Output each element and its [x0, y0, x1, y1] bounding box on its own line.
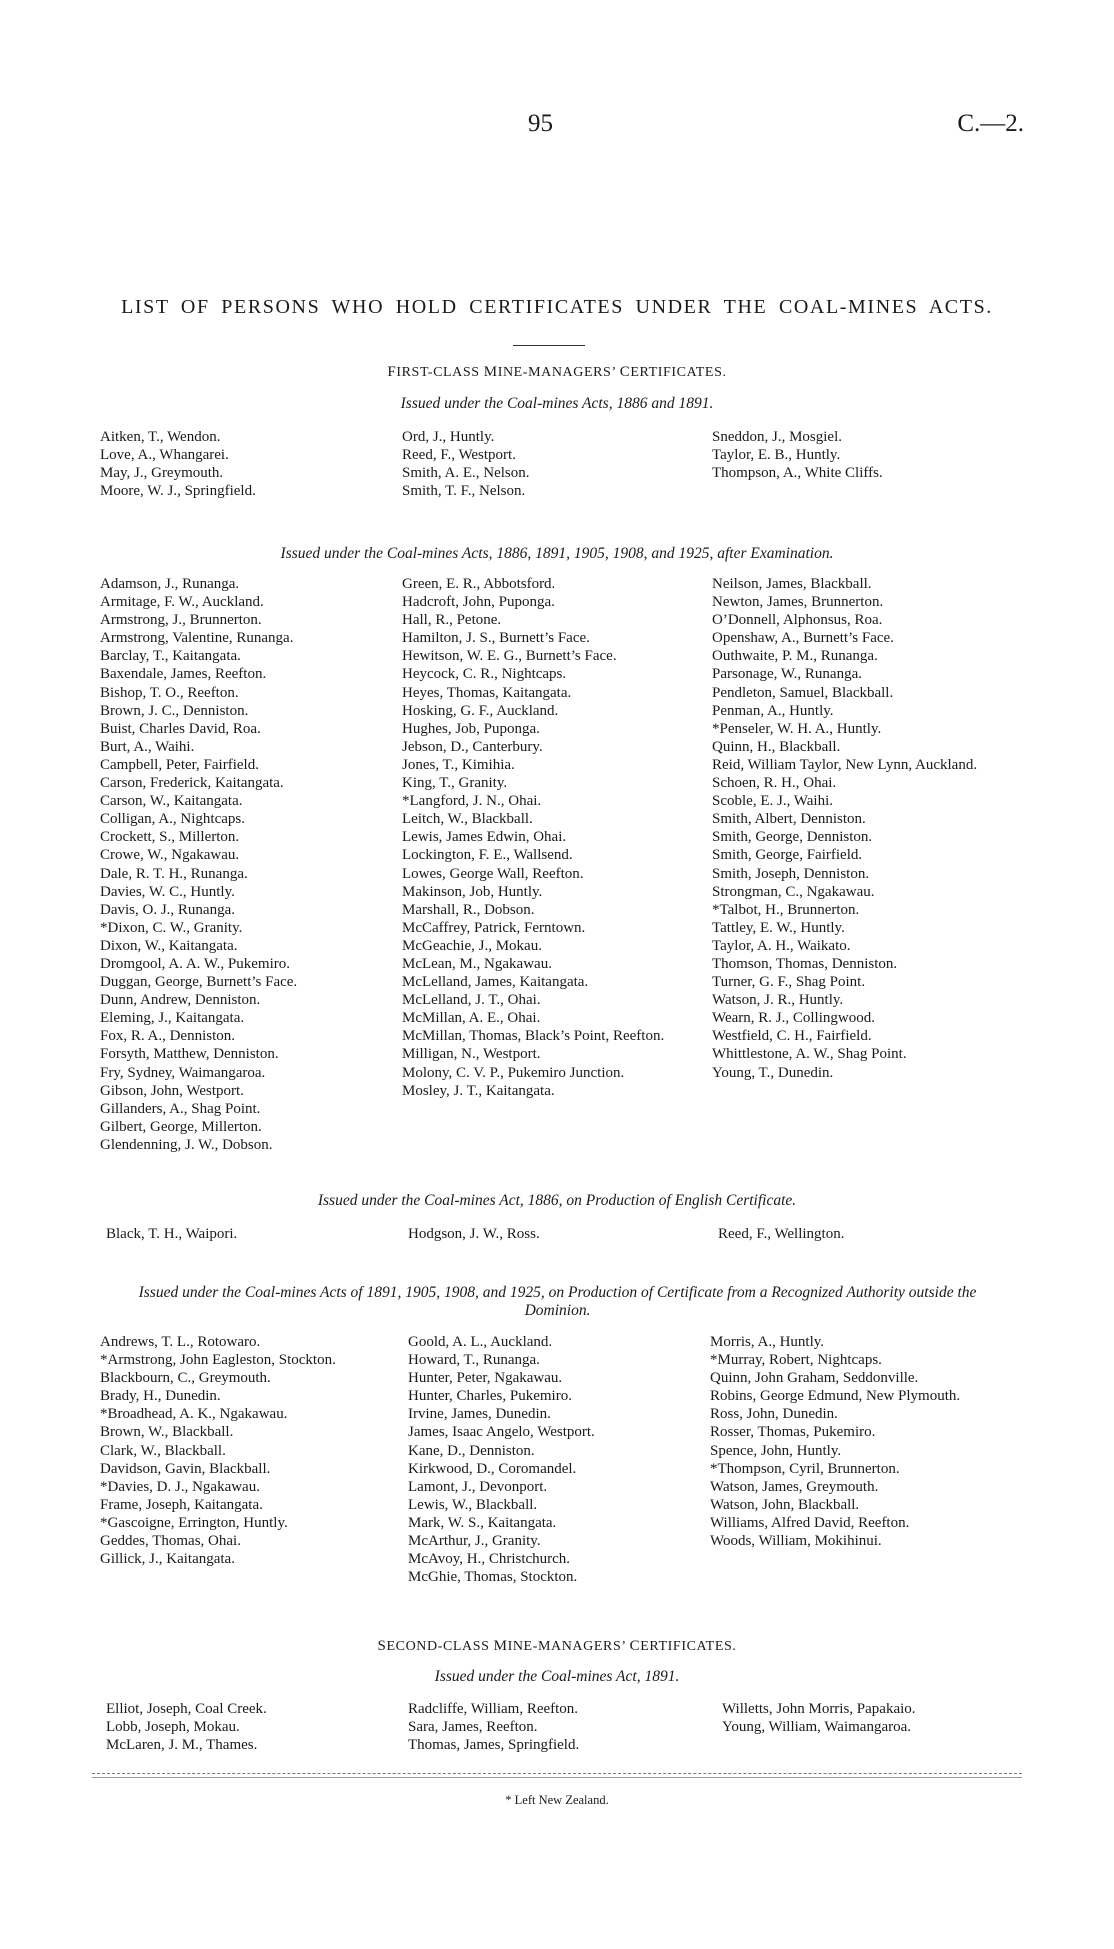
- name-entry: Dale, R. T. H., Runanga.: [100, 865, 248, 882]
- name-entry: *Dixon, C. W., Granity.: [100, 919, 243, 936]
- name-entry: Rosser, Thomas, Pukemiro.: [710, 1424, 876, 1441]
- name-entry: Taylor, E. B., Huntly.: [712, 447, 841, 464]
- name-entry: McLaren, J. M., Thames.: [106, 1737, 258, 1754]
- name-entry: Davidson, Gavin, Blackball.: [100, 1460, 271, 1477]
- name-entry: Davis, O. J., Runanga.: [100, 901, 235, 918]
- name-entry: Lewis, W., Blackball.: [408, 1496, 538, 1513]
- name-entry: Black, T. H., Waipori.: [106, 1226, 238, 1242]
- name-entry: Dixon, W., Kaitangata.: [100, 937, 238, 954]
- section-issued-note: Issued under the Coal-mines Acts of 1891, 1905, 1908, and 1925, on Production of Certificate from a Recognized Authority outside the Dominion.: [138, 1284, 977, 1319]
- name-entry: *Gascoigne, Errington, Huntly.: [100, 1514, 288, 1531]
- name-entry: Smith, T. F., Nelson.: [402, 483, 526, 500]
- name-entry: Ord, J., Huntly.: [402, 429, 495, 445]
- name-entry: Armitage, F. W., Auckland.: [100, 594, 264, 611]
- name-entry: Reed, F., Wellington.: [718, 1226, 845, 1242]
- name-entry: McGeachie, J., Mokau.: [402, 937, 542, 954]
- name-entry: Ross, John, Dunedin.: [710, 1406, 838, 1423]
- name-entry: Reed, F., Westport.: [402, 447, 516, 464]
- name-entry: King, T., Granity.: [402, 775, 508, 792]
- heading-cap: F: [387, 364, 397, 380]
- name-entry: Smith, George, Fairfield.: [712, 847, 863, 864]
- name-entry: Lowes, George Wall, Reefton.: [402, 865, 584, 882]
- name-entry: Hunter, Peter, Ngakawau.: [408, 1370, 563, 1387]
- name-entry: James, Isaac Angelo, Westport.: [408, 1424, 595, 1441]
- name-column: [408, 1225, 698, 1243]
- name-entry: O’Donnell, Alphonsus, Roa.: [712, 612, 883, 629]
- name-entry: Brown, J. C., Denniston.: [100, 702, 249, 719]
- name-entry: May, J., Greymouth.: [100, 465, 224, 482]
- name-entry: Taylor, A. H., Waikato.: [712, 937, 851, 954]
- name-entry: Woods, William, Mokihinui.: [710, 1533, 882, 1550]
- name-column: [106, 1700, 396, 1754]
- name-entry: Carson, Frederick, Kaitangata.: [100, 775, 284, 792]
- second-class-heading: [0, 1638, 1114, 1655]
- name-entry: Pendleton, Samuel, Blackball.: [712, 684, 894, 701]
- name-entry: Watson, J. R., Huntly.: [712, 992, 844, 1009]
- footer-divider: [92, 1773, 1022, 1774]
- name-entry: Sneddon, J., Mosgiel.: [712, 429, 843, 445]
- name-entry: Parsonage, W., Runanga.: [712, 666, 862, 683]
- name-entry: Eleming, J., Kaitangata.: [100, 1010, 245, 1027]
- name-entry: Smith, George, Denniston.: [712, 829, 873, 846]
- name-entry: McCaffrey, Patrick, Ferntown.: [402, 919, 586, 936]
- name-entry: *Talbot, H., Brunnerton.: [712, 901, 860, 918]
- name-entry: Adamson, J., Runanga.: [100, 576, 240, 592]
- name-column: [722, 1700, 1012, 1736]
- name-entry: Heycock, C. R., Nightcaps.: [402, 666, 567, 683]
- name-entry: McGhie, Thomas, Stockton.: [408, 1569, 578, 1586]
- name-entry: Fox, R. A., Denniston.: [100, 1028, 236, 1045]
- first-class-heading: [0, 364, 1114, 381]
- name-entry: Morris, A., Huntly.: [710, 1334, 825, 1350]
- name-entry: McMillan, Thomas, Black’s Point, Reefton.: [402, 1028, 665, 1045]
- name-entry: Young, William, Waimangaroa.: [722, 1719, 912, 1736]
- name-entry: Scoble, E. J., Waihi.: [712, 793, 834, 810]
- name-entry: Kirkwood, D., Coromandel.: [408, 1460, 577, 1477]
- name-entry: Lamont, J., Devonport.: [408, 1478, 548, 1495]
- section-issued-note: Issued under the Coal-mines Acts, 1886 and 1891.: [400, 395, 714, 412]
- heading-cap: M: [493, 1638, 508, 1654]
- name-entry: Geddes, Thomas, Ohai.: [100, 1533, 241, 1550]
- name-column: [402, 428, 692, 500]
- name-entry: Brown, W., Blackball.: [100, 1424, 234, 1441]
- name-entry: Heyes, Thomas, Kaitangata.: [402, 684, 572, 701]
- heading-text: INE-MANAGERS’: [497, 365, 620, 380]
- name-column: [100, 575, 390, 1154]
- name-entry: *Broadhead, A. K., Ngakawau.: [100, 1406, 288, 1423]
- name-entry: Duggan, George, Burnett’s Face.: [100, 974, 298, 991]
- section-issued-note: Issued under the Coal-mines Act, 1886, on Production of English Certificate.: [317, 1192, 797, 1209]
- name-entry: McAvoy, H., Christchurch.: [408, 1551, 571, 1568]
- name-entry: Milligan, N., Westport.: [402, 1046, 541, 1063]
- name-entry: Willetts, John Morris, Papakaio.: [722, 1701, 916, 1717]
- section-issued-note: Issued under the Coal-mines Act, 1891.: [434, 1668, 680, 1685]
- name-entry: Davies, W. C., Huntly.: [100, 883, 235, 900]
- name-entry: *Murray, Robert, Nightcaps.: [710, 1352, 882, 1369]
- name-entry: Turner, G. F., Shag Point.: [712, 974, 866, 991]
- name-entry: Makinson, Job, Huntly.: [402, 883, 543, 900]
- name-entry: Campbell, Peter, Fairfield.: [100, 756, 259, 773]
- heading-cap: C: [629, 1638, 641, 1654]
- name-entry: McLean, M., Ngakawau.: [402, 955, 552, 972]
- name-entry: Sara, James, Reefton.: [408, 1719, 538, 1736]
- name-column: [408, 1333, 698, 1586]
- name-entry: Gilbert, George, Millerton.: [100, 1118, 262, 1135]
- name-entry: Gillanders, A., Shag Point.: [100, 1100, 261, 1117]
- name-entry: Neilson, James, Blackball.: [712, 576, 872, 592]
- name-entry: Thomson, Thomas, Denniston.: [712, 955, 898, 972]
- name-entry: Barclay, T., Kaitangata.: [100, 648, 241, 665]
- name-entry: Frame, Joseph, Kaitangata.: [100, 1496, 263, 1513]
- name-entry: Crockett, S., Millerton.: [100, 829, 240, 846]
- name-entry: Whittlestone, A. W., Shag Point.: [712, 1046, 907, 1063]
- name-entry: Gibson, John, Westport.: [100, 1082, 244, 1099]
- page-number: 95: [528, 110, 553, 137]
- heading-cap: M: [483, 364, 498, 380]
- name-entry: Kane, D., Denniston.: [408, 1442, 535, 1459]
- heading-text: ECOND-CLASS: [386, 1639, 494, 1654]
- name-entry: Thomas, James, Springfield.: [408, 1737, 580, 1754]
- name-entry: Watson, James, Greymouth.: [710, 1478, 879, 1495]
- name-entry: Lobb, Joseph, Mokau.: [106, 1719, 240, 1736]
- name-entry: Smith, Joseph, Denniston.: [712, 865, 870, 882]
- name-entry: Lockington, F. E., Wallsend.: [402, 847, 573, 864]
- name-entry: Openshaw, A., Burnett’s Face.: [712, 630, 894, 647]
- name-entry: Love, A., Whangarei.: [100, 447, 229, 464]
- name-entry: Hewitson, W. E. G., Burnett’s Face.: [402, 648, 617, 665]
- name-entry: Robins, George Edmund, New Plymouth.: [710, 1388, 961, 1405]
- name-entry: Radcliffe, William, Reefton.: [408, 1701, 579, 1717]
- name-entry: Dunn, Andrew, Denniston.: [100, 992, 261, 1009]
- name-entry: *Penseler, W. H. A., Huntly.: [712, 720, 882, 737]
- footer-divider: [92, 1777, 1022, 1778]
- heading-text: IRST-CLASS: [396, 365, 484, 380]
- name-entry: Elliot, Joseph, Coal Creek.: [106, 1701, 267, 1717]
- name-entry: Gillick, J., Kaitangata.: [100, 1551, 235, 1568]
- name-entry: Molony, C. V. P., Pukemiro Junction.: [402, 1064, 625, 1081]
- heading-text: ERTIFICATES.: [630, 365, 727, 380]
- section-issued-note: Issued under the Coal-mines Acts, 1886, 1891, 1905, 1908, and 1925, after Examination.: [280, 545, 834, 562]
- name-column: [402, 575, 682, 1100]
- name-column: [100, 1333, 380, 1568]
- name-entry: Green, E. R., Abbotsford.: [402, 576, 556, 592]
- name-entry: Fry, Sydney, Waimangaroa.: [100, 1064, 266, 1081]
- name-entry: Mosley, J. T., Kaitangata.: [402, 1082, 555, 1099]
- name-entry: Smith, Albert, Denniston.: [712, 811, 866, 828]
- name-entry: *Thompson, Cyril, Brunnerton.: [710, 1460, 900, 1477]
- name-entry: Quinn, H., Blackball.: [712, 738, 841, 755]
- name-entry: Watson, John, Blackball.: [710, 1496, 860, 1513]
- name-entry: Smith, A. E., Nelson.: [402, 465, 530, 482]
- heading-cap: C: [619, 364, 631, 380]
- name-column: [712, 428, 1002, 482]
- name-entry: *Langford, J. N., Ohai.: [402, 793, 542, 810]
- name-entry: Leitch, W., Blackball.: [402, 811, 533, 828]
- name-entry: Burt, A., Waihi.: [100, 738, 195, 755]
- name-entry: Moore, W. J., Springfield.: [100, 483, 256, 500]
- name-entry: Williams, Alfred David, Reefton.: [710, 1514, 910, 1531]
- name-entry: Clark, W., Blackball.: [100, 1442, 226, 1459]
- name-entry: Marshall, R., Dobson.: [402, 901, 535, 918]
- name-entry: Hunter, Charles, Pukemiro.: [408, 1388, 572, 1405]
- name-entry: Newton, James, Brunnerton.: [712, 594, 884, 611]
- page-title: LIST OF PERSONS WHO HOLD CERTIFICATES UNDER THE COAL-MINES ACTS.: [121, 296, 993, 318]
- name-entry: Aitken, T., Wendon.: [100, 429, 221, 445]
- name-entry: Thompson, A., White Cliffs.: [712, 465, 883, 482]
- name-column: [712, 575, 1034, 1082]
- name-entry: Hosking, G. F., Auckland.: [402, 702, 559, 719]
- name-entry: Schoen, R. H., Ohai.: [712, 775, 837, 792]
- name-entry: Outhwaite, P. M., Runanga.: [712, 648, 878, 665]
- name-entry: Goold, A. L., Auckland.: [408, 1334, 553, 1350]
- name-entry: Wearn, R. J., Collingwood.: [712, 1010, 875, 1027]
- footnote: * Left New Zealand.: [505, 1793, 609, 1807]
- name-entry: McLelland, James, Kaitangata.: [402, 974, 589, 991]
- name-entry: Dromgool, A. A. W., Pukemiro.: [100, 955, 291, 972]
- name-entry: *Armstrong, John Eagleston, Stockton.: [100, 1352, 336, 1369]
- name-entry: Quinn, John Graham, Seddonville.: [710, 1370, 919, 1387]
- name-entry: Hughes, Job, Puponga.: [402, 720, 540, 737]
- name-entry: Armstrong, Valentine, Runanga.: [100, 630, 294, 647]
- name-entry: Colligan, A., Nightcaps.: [100, 811, 245, 828]
- heading-text: INE-MANAGERS’: [507, 1639, 630, 1654]
- name-entry: Tattley, E. W., Huntly.: [712, 919, 845, 936]
- name-entry: Buist, Charles David, Roa.: [100, 720, 261, 737]
- name-entry: Hodgson, J. W., Ross.: [408, 1226, 540, 1242]
- name-column: [100, 428, 390, 500]
- name-entry: Hall, R., Petone.: [402, 612, 502, 629]
- name-entry: Westfield, C. H., Fairfield.: [712, 1028, 872, 1045]
- name-entry: Reid, William Taylor, New Lynn, Auckland.: [712, 756, 978, 773]
- name-column: [718, 1225, 1008, 1243]
- name-entry: Brady, H., Dunedin.: [100, 1388, 221, 1405]
- heading-text: ERTIFICATES.: [640, 1639, 737, 1654]
- name-entry: Blackbourn, C., Greymouth.: [100, 1370, 271, 1387]
- name-entry: Forsyth, Matthew, Denniston.: [100, 1046, 279, 1063]
- name-entry: Strongman, C., Ngakawau.: [712, 883, 875, 900]
- name-entry: Penman, A., Huntly.: [712, 702, 834, 719]
- name-entry: Young, T., Dunedin.: [712, 1064, 834, 1081]
- name-entry: McLelland, J. T., Ohai.: [402, 992, 541, 1009]
- name-entry: Crowe, W., Ngakawau.: [100, 847, 240, 864]
- name-entry: *Davies, D. J., Ngakawau.: [100, 1478, 260, 1495]
- name-entry: McMillan, A. E., Ohai.: [402, 1010, 541, 1027]
- name-entry: McArthur, J., Granity.: [408, 1533, 541, 1550]
- name-entry: Mark, W. S., Kaitangata.: [408, 1514, 557, 1531]
- name-entry: Spence, John, Huntly.: [710, 1442, 842, 1459]
- name-entry: Baxendale, James, Reefton.: [100, 666, 267, 683]
- name-column: [408, 1700, 698, 1754]
- name-entry: Hadcroft, John, Puponga.: [402, 594, 555, 611]
- name-column: [106, 1225, 396, 1243]
- name-entry: Armstrong, J., Brunnerton.: [100, 612, 262, 629]
- name-entry: Jones, T., Kimihia.: [402, 756, 515, 773]
- heading-cap: S: [377, 1638, 387, 1654]
- name-entry: Hamilton, J. S., Burnett’s Face.: [402, 630, 590, 647]
- name-entry: Lewis, James Edwin, Ohai.: [402, 829, 567, 846]
- name-entry: Howard, T., Runanga.: [408, 1352, 540, 1369]
- name-entry: Andrews, T. L., Rotowaro.: [100, 1334, 261, 1350]
- document-code: C.—2.: [957, 110, 1024, 137]
- name-entry: Jebson, D., Canterbury.: [402, 738, 543, 755]
- name-column: [710, 1333, 1023, 1550]
- name-entry: Carson, W., Kaitangata.: [100, 793, 243, 810]
- name-entry: Glendenning, J. W., Dobson.: [100, 1136, 273, 1153]
- title-divider: [513, 345, 585, 346]
- name-entry: Bishop, T. O., Reefton.: [100, 684, 239, 701]
- name-entry: Irvine, James, Dunedin.: [408, 1406, 551, 1423]
